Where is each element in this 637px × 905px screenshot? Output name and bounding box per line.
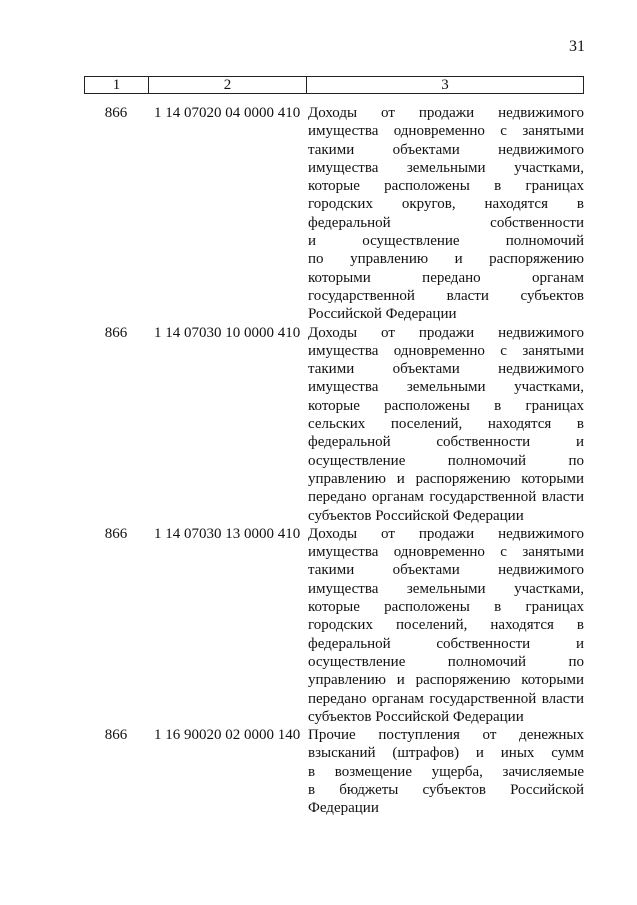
description-line: такими объектами недвижимого (308, 562, 584, 579)
description-line: управлению и распоряжению которыми (308, 672, 584, 689)
description-line: имущества земельными участками, (308, 159, 584, 176)
header-col-3: 3 (441, 77, 449, 93)
description-line: имущества одновременно с занятыми (308, 342, 584, 359)
description-line: которыми передано органам (308, 269, 584, 286)
header-col-2: 2 (149, 77, 307, 93)
description-line: такими объектами недвижимого (308, 361, 584, 378)
description-line: имущества одновременно с занятыми (308, 123, 584, 140)
admin-code-cell: 866 (104, 727, 128, 744)
description-cell (306, 525, 584, 726)
budget-code-cell: 1 14 07030 10 0000 410 (154, 324, 301, 341)
description-line: Доходы от продажи недвижимого (308, 105, 584, 121)
budget-code-cell: 1 14 07030 13 0000 410 (154, 525, 301, 542)
description-line: имущества одновременно с занятыми (308, 544, 584, 561)
description-line: которые расположены в границах (308, 397, 584, 414)
table-row (84, 726, 584, 817)
budget-code-cell: 1 14 07020 04 0000 410 (154, 105, 301, 121)
budget-code-cell: 1 16 90020 02 0000 140 (154, 727, 301, 744)
description-line: в возмещение ущерба, зачисляемые (308, 763, 584, 780)
table-row (84, 525, 584, 726)
description-line: и осуществление полномочий (308, 233, 584, 250)
description-line: в бюджеты субъектов Российской (308, 781, 584, 798)
description-line: имущества земельными участками, (308, 379, 584, 396)
description-line: государственной власти субъектов (308, 287, 584, 304)
description-line: осуществление полномочий по (308, 653, 584, 670)
description-line: Прочие поступления от денежных (308, 727, 584, 744)
header-col-1: 1 (85, 77, 149, 93)
description-line: Доходы от продажи недвижимого (308, 525, 584, 542)
description-line: такими объектами недвижимого (308, 141, 584, 158)
description-line: Российской Федерации (308, 306, 457, 323)
table-row (84, 104, 584, 324)
description-line: передано органам государственной власти (308, 690, 584, 707)
admin-code-cell: 866 (104, 105, 128, 121)
description-line: передано органам государственной власти (308, 489, 584, 506)
table-header (84, 76, 584, 94)
admin-code-cell: 866 (104, 324, 128, 341)
description-line: федеральной собственности и (308, 635, 584, 652)
description-line: федеральной собственности и (308, 434, 584, 451)
admin-code-cell: 866 (104, 525, 128, 542)
description-line: Доходы от продажи недвижимого (308, 324, 584, 341)
description-line: управлению и распоряжению которыми (308, 470, 584, 487)
description-line: федеральной собственности (308, 214, 584, 231)
description-line: взысканий (штрафов) и иных сумм (308, 745, 584, 762)
page-number: 31 (569, 38, 585, 55)
description-line: сельских поселений, находятся в (308, 416, 584, 433)
description-line: Федерации (308, 800, 379, 817)
description-line: городских поселений, находятся в (308, 617, 584, 634)
description-cell (306, 104, 584, 324)
description-line: субъектов Российской Федерации (308, 507, 524, 524)
description-line: имущества земельными участками, (308, 580, 584, 597)
description-cell (306, 726, 584, 817)
description-line: которые расположены в границах (308, 599, 584, 616)
table-body (84, 104, 584, 818)
table-row (84, 324, 584, 525)
description-line: субъектов Российской Федерации (308, 708, 524, 725)
description-line: городских округов, находятся в (308, 196, 584, 213)
description-line: осуществление полномочий по (308, 452, 584, 469)
description-line: по управлению и распоряжению (308, 251, 584, 268)
description-cell (306, 324, 584, 525)
description-line: которые расположены в границах (308, 178, 584, 195)
